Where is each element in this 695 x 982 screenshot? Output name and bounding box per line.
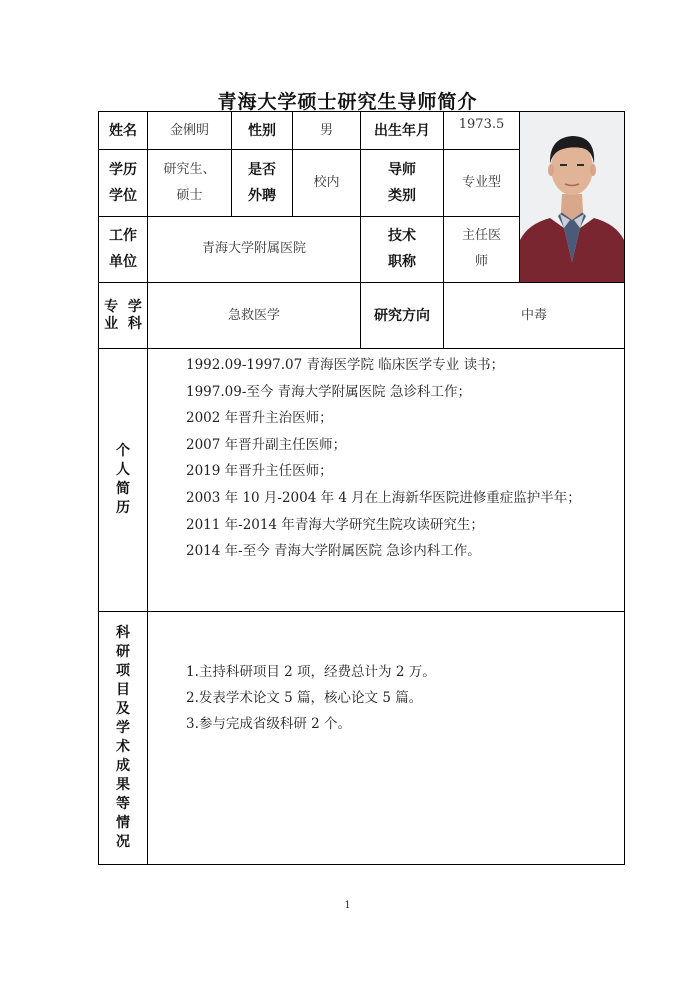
profile-table [98, 111, 625, 865]
document-title: 青海大学硕士研究生导师简介 [217, 91, 478, 113]
page-number: 1 [344, 900, 351, 911]
bio-line: 2014 年-至今 青海大学附属医院 急诊内科工作。 [186, 543, 481, 560]
value-supervisor-type: 专业型 [444, 150, 520, 216]
label-birth: 出生年月 [361, 112, 444, 150]
value-title: 主任医 师 [444, 216, 520, 282]
value-gender: 男 [293, 112, 361, 150]
portrait-image [520, 112, 624, 282]
bio-line: 2002 年晋升主治医师； [186, 410, 333, 427]
label-external: 是否 外聘 [232, 150, 293, 216]
research-line: 2.发表学术论文 5 篇，核心论文 5 篇。 [186, 690, 423, 706]
value-workplace: 青海大学附属医院 [148, 216, 361, 282]
bio-line: 1997.09-至今 青海大学附属医院 急诊科工作； [186, 383, 471, 400]
bio-line: 2011 年-2014 年青海大学研究生院攻读研究生； [186, 516, 484, 533]
value-education: 研究生、 硕士 [148, 150, 232, 216]
label-specialty: 专 学 业 科 [99, 283, 148, 349]
label-bio: 个 人 简 历 [99, 349, 148, 612]
research-line: 3.参与完成省级科研 2 个。 [186, 716, 352, 732]
value-name: 金俐明 [148, 112, 232, 150]
value-specialty: 急救医学 [148, 283, 361, 349]
research-line: 1.主持科研项目 2 项，经费总计为 2 万。 [186, 664, 436, 680]
value-birth: 1973.5 [444, 112, 520, 150]
label-research: 科 研 项 目 及 学 术 成 果 等 情 况 [99, 612, 148, 865]
value-research-direction: 中毒 [444, 283, 625, 349]
label-education: 学历 学位 [99, 150, 148, 216]
research-content [148, 612, 625, 865]
portrait-photo [520, 112, 625, 283]
label-gender: 性别 [232, 112, 293, 150]
bio-content [148, 349, 625, 612]
label-title: 技术 职称 [361, 216, 444, 282]
value-external: 校内 [293, 150, 361, 216]
bio-line: 2007 年晋升副主任医师； [186, 436, 347, 453]
label-supervisor-type: 导师 类别 [361, 150, 444, 216]
bio-line: 1992.09-1997.07 青海医学院 临床医学专业 读书； [186, 357, 505, 373]
label-name: 姓名 [99, 112, 148, 150]
bio-line: 2019 年晋升主任医师； [186, 463, 333, 480]
label-workplace: 工作 单位 [99, 216, 148, 282]
label-research-direction: 研究方向 [361, 283, 444, 349]
bio-line: 2003 年 10 月-2004 年 4 月在上海新华医院进修重症监护半年； [186, 489, 581, 506]
